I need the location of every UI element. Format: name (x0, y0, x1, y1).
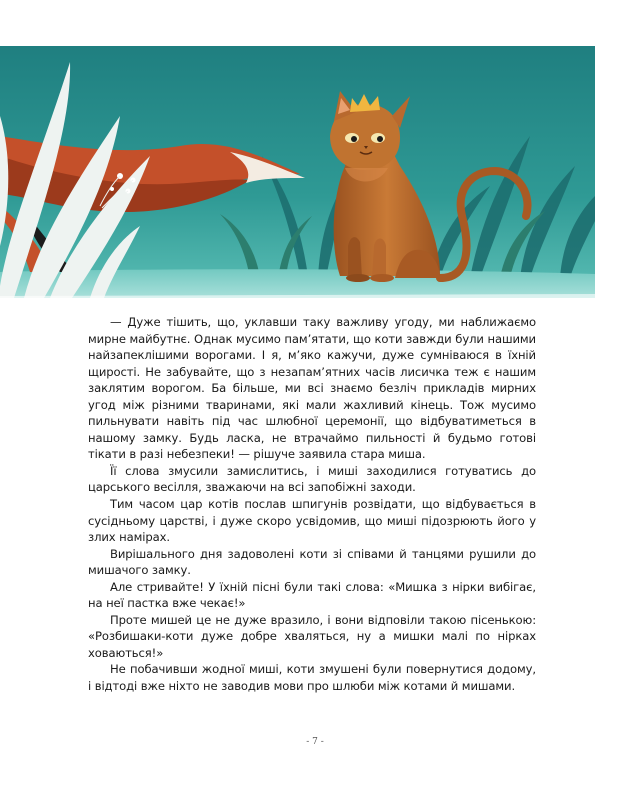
paragraph: Її слова змусили замислитись, і миші заходилися готуватись до царського весілля, зважаючи на всі запобіжні заходи. (88, 463, 536, 495)
paragraph: Тим часом цар котів послав шпигунів розвідати, що відбувається в сусідньому царстві, і дуже скоро усвідомив, що миші підозрюють його у злих намірах. (88, 497, 536, 545)
paragraph: Але стривайте! У їхній пісні були такі слова: «Мишка з нірки вибігає, на неї пастка вже чекає!» (88, 579, 536, 611)
paragraph: — Дуже тішить, що, уклавши таку важливу угоду, ми наближаємо мирне майбутнє. Однак мусимо пам’ятати, що коти завжди були нашими найзапеклішими ворогами. І я, м’яко кажучи, дуже сумніваюся в їхній щирості. Не забувайте, що з незапам’ятних часів лисичка теж є нашим заклятим ворогом. Ба більше, ми всі знаємо безліч прикладів мирних угод між різними тваринами, які мали жахливий кінець. Тож мусимо пильнувати навіть під час шлюбної церемонії, що відбуватиметься в нашому замку. Будь ласка, не втрачаймо пильності й будьмо готові тікати в разі небезпеки! — рішуче заявила стара миша. (88, 315, 536, 462)
fox-and-cat-illustration (0, 46, 595, 298)
ground (0, 269, 595, 298)
paragraph: Вирішального дня задоволені коти зі співами й танцями рушили до мишачого замку. (88, 546, 536, 578)
story-illustration (0, 46, 595, 298)
page-number: - 7 - (306, 737, 324, 747)
paragraph: Не побачивши жодної миші, коти змушені були повернутися додому, і відтоді вже ніхто не заводив мови про шлюби між котами й мишами. (88, 662, 536, 694)
paragraph: Проте мишей це не дуже вразило, і вони відповіли такою пісенькою: «Розбишаки-коти дуже добре хваляться, ну а мишки малі по нірках ховаються!» (88, 612, 536, 660)
story-text (88, 314, 536, 695)
